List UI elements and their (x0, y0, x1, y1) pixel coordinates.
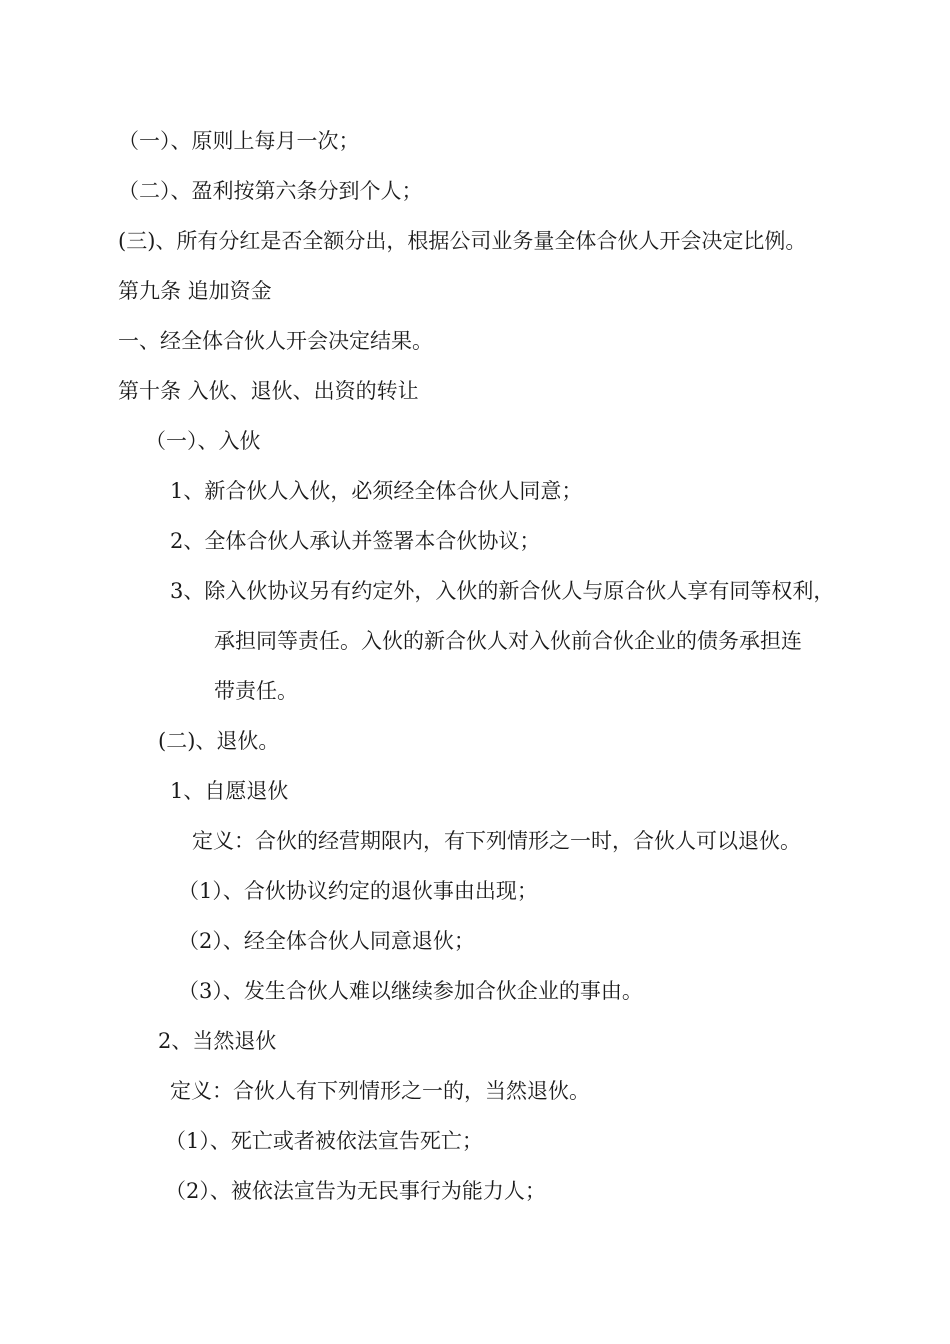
section-heading: (二)、退伙。 (158, 729, 280, 753)
list-item: 3、除入伙协议另有约定外，入伙的新合伙人与原合伙人享有同等权利， (170, 579, 835, 603)
list-item: （1）、死亡或者被依法宣告死亡； (165, 1129, 483, 1153)
subsection-heading: 1、自愿退伙 (170, 779, 289, 803)
clause-item: （一）、原则上每月一次； (118, 129, 360, 153)
article-heading: 第九条 追加资金 (118, 279, 272, 303)
list-item: 1、新合伙人入伙，必须经全体合伙人同意； (170, 479, 583, 503)
clause-item: （二）、盈利按第六条分到个人； (118, 179, 423, 203)
definition-text: 定义：合伙的经营期限内，有下列情形之一时，合伙人可以退伙。 (192, 829, 801, 853)
clause-item: 一、经全体合伙人开会决定结果。 (118, 329, 433, 353)
section-heading: （一）、入伙 (145, 429, 261, 453)
list-item: （2）、经全体合伙人同意退伙； (178, 929, 475, 953)
definition-text: 定义：合伙人有下列情形之一的，当然退伙。 (170, 1079, 590, 1103)
list-item: 2、全体合伙人承认并签署本合伙协议； (170, 529, 541, 553)
list-item-continuation: 带责任。 (214, 679, 298, 703)
list-item: （2）、被依法宣告为无民事行为能力人； (165, 1179, 546, 1203)
list-item: （3）、发生合伙人难以继续参加合伙企业的事由。 (178, 979, 643, 1003)
clause-item: (三)、所有分红是否全额分出，根据公司业务量全体合伙人开会决定比例。 (118, 229, 807, 253)
list-item-continuation: 承担同等责任。入伙的新合伙人对入伙前合伙企业的债务承担连 (214, 629, 802, 653)
article-heading: 第十条 入伙、退伙、出资的转让 (118, 379, 419, 403)
list-item: （1）、合伙协议约定的退伙事由出现； (178, 879, 538, 903)
subsection-heading: 2、当然退伙 (158, 1029, 277, 1053)
